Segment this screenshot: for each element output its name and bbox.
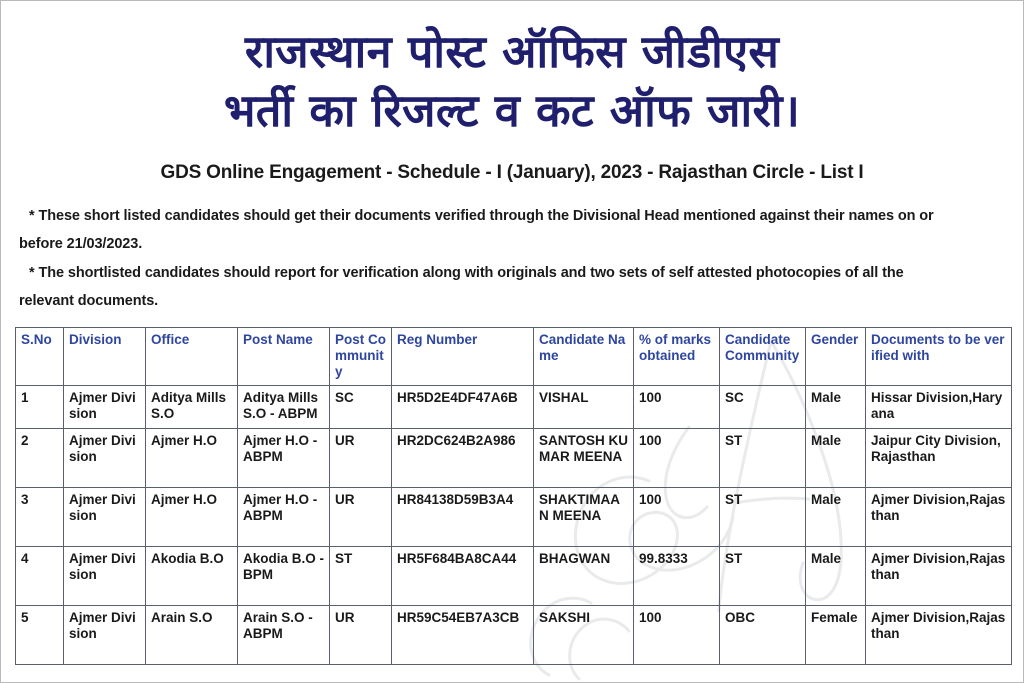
- cell-sno: 2: [16, 428, 64, 487]
- cell-candidate-community: ST: [720, 428, 806, 487]
- cell-reg-number: HR59C54EB7A3CB: [392, 605, 534, 664]
- cell-gender: Male: [806, 546, 866, 605]
- cell-candidate-name: SANTOSH KUMAR MEENA: [534, 428, 634, 487]
- note-line: * The shortlisted candidates should report for verification along with originals and two sets of self attested photocopies of all the: [29, 264, 904, 281]
- page-title-line-1: राजस्थान पोस्ट ऑफिस जीडीएस: [244, 25, 780, 78]
- table-row: [16, 605, 1012, 664]
- table-header-row: [16, 328, 1012, 386]
- cell-documents: Jaipur City Division,Rajasthan: [866, 428, 1012, 487]
- cell-sno: 4: [16, 546, 64, 605]
- column-header-candidate-community: Candidate Community: [720, 328, 806, 386]
- cell-reg-number: HR5D2E4DF47A6B: [392, 385, 534, 428]
- page-title: [1, 1, 1023, 140]
- results-table: [15, 327, 1012, 665]
- cell-marks: 100: [634, 605, 720, 664]
- table-row: [16, 385, 1012, 428]
- note-line: relevant documents.: [19, 292, 159, 309]
- cell-office: Aditya Mills S.O: [146, 385, 238, 428]
- cell-gender: Female: [806, 605, 866, 664]
- cell-division: Ajmer Division: [64, 605, 146, 664]
- cell-documents: Hissar Division,Haryana: [866, 385, 1012, 428]
- cell-division: Ajmer Division: [64, 385, 146, 428]
- table-row: [16, 546, 1012, 605]
- cell-division: Ajmer Division: [64, 546, 146, 605]
- column-header-candidate-name: Candidate Name: [534, 328, 634, 386]
- cell-post-name: Ajmer H.O - ABPM: [238, 428, 330, 487]
- cell-sno: 3: [16, 487, 64, 546]
- cell-gender: Male: [806, 428, 866, 487]
- cell-candidate-community: OBC: [720, 605, 806, 664]
- cell-reg-number: HR84138D59B3A4: [392, 487, 534, 546]
- cell-office: Akodia B.O: [146, 546, 238, 605]
- cell-documents: Ajmer Division,Rajasthan: [866, 546, 1012, 605]
- subtitle: GDS Online Engagement - Schedule - I (January), 2023 - Rajasthan Circle - List I: [160, 162, 864, 183]
- cell-post-community: UR: [330, 487, 392, 546]
- column-header-division: Division: [64, 328, 146, 386]
- cell-sno: 5: [16, 605, 64, 664]
- cell-post-name: Akodia B.O - BPM: [238, 546, 330, 605]
- cell-documents: Ajmer Division,Rajasthan: [866, 605, 1012, 664]
- cell-reg-number: HR2DC624B2A986: [392, 428, 534, 487]
- column-header-office: Office: [146, 328, 238, 386]
- cell-post-community: UR: [330, 428, 392, 487]
- cell-post-name: Arain S.O - ABPM: [238, 605, 330, 664]
- cell-marks: 100: [634, 385, 720, 428]
- column-header-gender: Gender: [806, 328, 866, 386]
- column-header-documents: Documents to be verified with: [866, 328, 1012, 386]
- cell-candidate-community: ST: [720, 487, 806, 546]
- column-header-post-community: Post Community: [330, 328, 392, 386]
- cell-candidate-name: BHAGWAN: [534, 546, 634, 605]
- table-row: [16, 428, 1012, 487]
- cell-gender: Male: [806, 385, 866, 428]
- cell-marks: 100: [634, 428, 720, 487]
- cell-candidate-community: SC: [720, 385, 806, 428]
- cell-post-community: SC: [330, 385, 392, 428]
- cell-marks: 100: [634, 487, 720, 546]
- table-row: [16, 487, 1012, 546]
- page-title-line-2: भर्ती का रिजल्ट व कट ऑफ जारी।: [223, 83, 801, 137]
- cell-candidate-name: VISHAL: [534, 385, 634, 428]
- cell-post-community: ST: [330, 546, 392, 605]
- cell-post-name: Ajmer H.O - ABPM: [238, 487, 330, 546]
- cell-office: Arain S.O: [146, 605, 238, 664]
- cell-office: Ajmer H.O: [146, 487, 238, 546]
- column-header-sno: S.No: [16, 328, 64, 386]
- column-header-post-name: Post Name: [238, 328, 330, 386]
- cell-marks: 99.8333: [634, 546, 720, 605]
- cell-gender: Male: [806, 487, 866, 546]
- cell-post-community: UR: [330, 605, 392, 664]
- note-line: before 21/03/2023.: [19, 236, 143, 253]
- note-line: * These short listed candidates should get their documents verified through the Divisional Head mentioned against their names on or: [29, 208, 934, 224]
- column-header-marks: % of marks obtained: [634, 328, 720, 386]
- cell-division: Ajmer Division: [64, 428, 146, 487]
- cell-division: Ajmer Division: [64, 487, 146, 546]
- notes-block: [19, 202, 1005, 315]
- results-table-container: [15, 327, 1009, 665]
- cell-candidate-name: SHAKTIMAAN MEENA: [534, 487, 634, 546]
- cell-post-name: Aditya Mills S.O - ABPM: [238, 385, 330, 428]
- cell-office: Ajmer H.O: [146, 428, 238, 487]
- cell-candidate-community: ST: [720, 546, 806, 605]
- cell-sno: 1: [16, 385, 64, 428]
- cell-candidate-name: SAKSHI: [534, 605, 634, 664]
- cell-reg-number: HR5F684BA8CA44: [392, 546, 534, 605]
- column-header-reg-number: Reg Number: [392, 328, 534, 386]
- cell-documents: Ajmer Division,Rajasthan: [866, 487, 1012, 546]
